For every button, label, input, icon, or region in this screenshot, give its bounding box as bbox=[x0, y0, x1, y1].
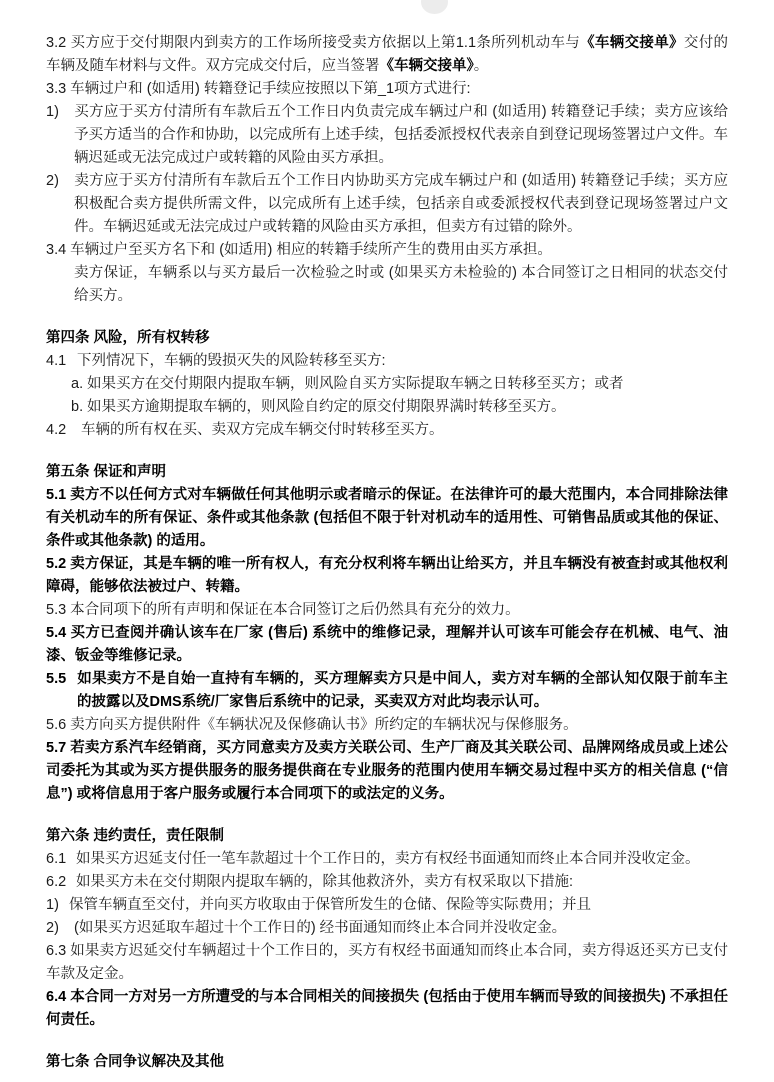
text-segment: 5.6 卖方向买方提供附件《车辆状况及保修确认书》所约定的车辆状况与保修服务。 bbox=[46, 717, 578, 733]
text-segment: 6.2 bbox=[46, 874, 67, 890]
text-segment: 1) bbox=[46, 104, 59, 120]
clause-6-1 bbox=[46, 848, 728, 871]
clause-5-4 bbox=[46, 622, 728, 668]
clause-5-3 bbox=[46, 599, 728, 622]
clause-3-4-continuation bbox=[46, 262, 728, 308]
text-segment: 4.1 bbox=[46, 353, 67, 369]
clause-4-2 bbox=[46, 419, 728, 442]
text-segment: a. bbox=[71, 376, 84, 392]
text-segment: 6.3 如果卖方迟延交付车辆超过十个工作日的，买方有权经书面通知而终止本合同，卖方得返还买方已支付车款及定金。 bbox=[46, 943, 728, 982]
text-segment: (如果买方迟延取车超过十个工作日的) 经书面通知而终止本合同并没收定金。 bbox=[74, 920, 567, 936]
text-segment: 第七条 合同争议解决及其他 bbox=[46, 1054, 225, 1070]
text-segment: 1) bbox=[46, 897, 59, 913]
text-segment: 6.4 本合同一方对另一方所遭受的与本合同相关的间接损失 (包括由于使用车辆而导致的间接损失) 不承担任何责任。 bbox=[46, 989, 728, 1028]
section-heading-7 bbox=[46, 1051, 728, 1074]
faint-watermark-circle bbox=[421, 0, 448, 14]
clause-6-2-item-2 bbox=[46, 917, 728, 940]
text-segment: 项方式进行: bbox=[394, 81, 471, 97]
text-segment: 2) bbox=[46, 173, 59, 189]
text-segment: 。 bbox=[473, 58, 489, 74]
clause-6-4 bbox=[46, 986, 728, 1032]
text-segment: 5.5 bbox=[46, 671, 67, 687]
clause-3-3-item-1 bbox=[46, 101, 728, 170]
text-segment: 保管车辆直至交付，并向买方收取由于保管所发生的仓储、保险等实际费用；并且 bbox=[69, 897, 591, 913]
clause-6-3 bbox=[46, 940, 728, 986]
text-segment: 卖方保证，车辆系以与买方最后一次检验之时或 (如果买方未检验的) 本合同签订之日相同的状态交付给买方。 bbox=[74, 265, 728, 304]
text-segment: 车辆的所有权在买、卖双方完成车辆交付时转移至买方。 bbox=[81, 422, 444, 438]
clause-3-2 bbox=[46, 32, 728, 78]
text-segment: 如果买方迟延支付任一笔车款超过十个工作日的，卖方有权经书面通知而终止本合同并没收定金。 bbox=[76, 851, 700, 867]
text-segment: 2) bbox=[46, 920, 59, 936]
section-heading-4 bbox=[46, 327, 728, 350]
clause-5-7 bbox=[46, 737, 728, 806]
text-segment: _1 bbox=[377, 81, 395, 97]
text-segment: 如果卖方不是自始一直持有车辆的，买方理解卖方只是中间人，卖方对车辆的全部认知仅限于前车主的披露以及DMS系统/厂家售后系统中的记录，买卖双方对此均表示认可。 bbox=[77, 671, 728, 710]
clause-4-1-a bbox=[46, 373, 728, 396]
clause-6-2-item-1 bbox=[46, 894, 728, 917]
text-segment: 3.3 车辆过户和 (如适用) 转籍登记手续应按照以下第 bbox=[46, 81, 378, 97]
text-segment: 4.2 bbox=[46, 422, 67, 438]
text-segment: 3.2 买方应于交付期限内到卖方的工作场所接受卖方依据以上第1.1条所列机动车与 bbox=[46, 35, 581, 51]
text-segment: 卖方应于买方付清所有车款后五个工作日内协助买方完成车辆过户和 (如适用) 转籍登记手续；买方应积极配合卖方提供所需文件，以完成所有上述手续，包括亲自或委派授权代表到登记现场签署过户文件。车辆迟延或无法完成过户或转籍的风险由买方承担，但卖方有过错的除外。 bbox=[74, 173, 728, 235]
text-segment: b. bbox=[71, 399, 84, 415]
clause-5-2 bbox=[46, 553, 728, 599]
text-segment: 5.4 买方已查阅并确认该车在厂家 (售后) 系统中的维修记录，理解并认可该车可能会存在机械、电气、油漆、钣金等维修记录。 bbox=[46, 625, 728, 664]
text-segment: 第四条 风险，所有权转移 bbox=[46, 330, 210, 346]
clause-5-1 bbox=[46, 484, 728, 553]
clause-5-5 bbox=[46, 668, 728, 714]
text-segment: 下列情况下，车辆的毁损灭失的风险转移至买方: bbox=[77, 353, 386, 369]
text-segment: 5.1 卖方不以任何方式对车辆做任何其他明示或者暗示的保证。在法律许可的最大范围内，本合同排除法律有关机动车的所有保证、条件或其他条款 (包括但不限于针对机动车的适用性、可销售品质或其他的保证、条件或其他条款) 的适用。 bbox=[46, 487, 728, 549]
text-segment: 买方应于买方付清所有车款后五个工作日内负责完成车辆过户和 (如适用) 转籍登记手续；卖方应该给予买方适当的合作和协助，以完成所有上述手续，包括委派授权代表亲自到登记现场签署过户文件。车辆迟延或无法完成过户或转籍的风险由买方承担。 bbox=[74, 104, 728, 166]
clause-3-3 bbox=[46, 78, 728, 101]
text-segment: 如果买方未在交付期限内提取车辆的，除其他救济外，卖方有权采取以下措施: bbox=[76, 874, 574, 890]
clause-3-4 bbox=[46, 239, 728, 262]
section-heading-6 bbox=[46, 825, 728, 848]
text-segment: 如果买方逾期提取车辆的，则风险自约定的原交付期限界满时转移至买方。 bbox=[87, 399, 566, 415]
section-heading-5 bbox=[46, 461, 728, 484]
text-segment: 《车辆交接单》 bbox=[580, 35, 684, 51]
text-segment: 如果买方在交付期限内提取车辆，则风险自买方实际提取车辆之日转移至买方；或者 bbox=[87, 376, 624, 392]
text-segment: 5.7 若卖方系汽车经销商，买方同意卖方及卖方关联公司、生产厂商及其关联公司、品牌网络成员或上述公司委托为其或为买方提供服务的服务提供商在专业服务的范围内使用车辆交易过程中买方的相关信息 (“信息”) 或将信息用于客户服务或履行本合同项下的或法定的义务。 bbox=[46, 740, 728, 802]
text-segment: 3.4 车辆过户至买方名下和 (如适用) 相应的转籍手续所产生的费用由买方承担。 bbox=[46, 242, 552, 258]
text-segment: 《车辆交接单》 bbox=[379, 58, 474, 74]
text-segment: 6.1 bbox=[46, 851, 67, 867]
text-segment: 5.2 卖方保证，其是车辆的唯一所有权人，有充分权利将车辆出让给买方，并且车辆没有被查封或其他权利障碍，能够依法被过户、转籍。 bbox=[46, 556, 728, 595]
text-segment: 第五条 保证和声明 bbox=[46, 464, 167, 480]
clause-6-2 bbox=[46, 871, 728, 894]
text-segment: 第六条 违约责任，责任限制 bbox=[46, 828, 225, 844]
clause-4-1 bbox=[46, 350, 728, 373]
text-segment: 5.3 本合同项下的所有声明和保证在本合同签订之后仍然具有充分的效力。 bbox=[46, 602, 520, 618]
contract-body bbox=[46, 32, 728, 1074]
clause-3-3-item-2 bbox=[46, 170, 728, 239]
text-segment: 交付的车辆及随车材料与文件。双方完成交付后，应当签署 bbox=[46, 35, 729, 74]
clause-4-1-b bbox=[46, 396, 728, 419]
clause-5-6 bbox=[46, 714, 728, 737]
